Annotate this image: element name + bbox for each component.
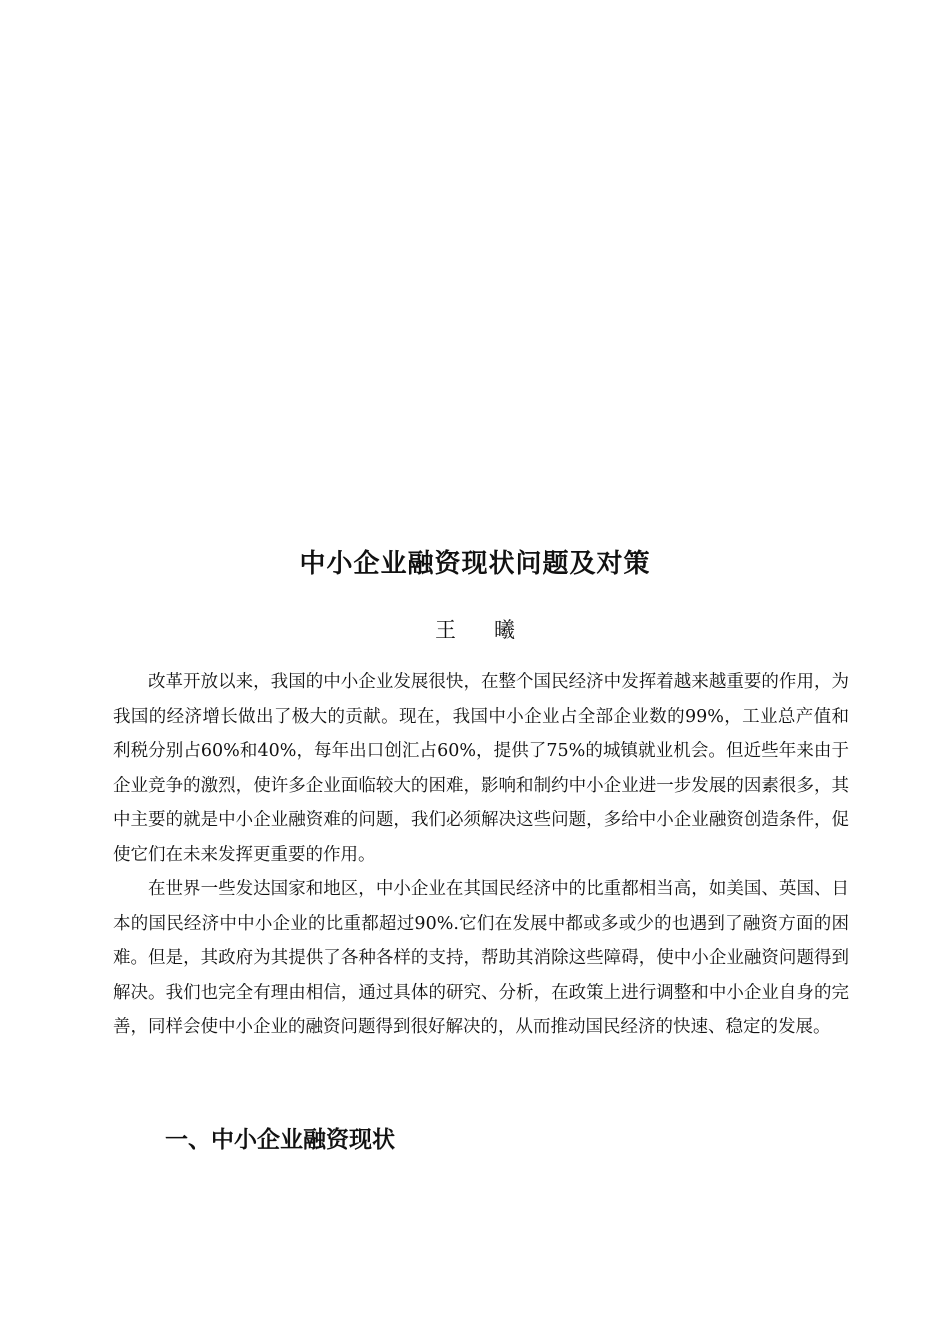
document-title: 中小企业融资现状问题及对策 xyxy=(299,549,651,579)
paragraph-2: 在世界一些发达国家和地区，中小企业在其国民经济中的比重都相当高，如美国、英国、日本的国民经济中中小企业的比重都超过90%.它们在发展中都或多或少的也遇到了融资方面的困难。但是，其政府为其提供了各种各样的支持，帮助其消除这些障碍，使中小企业融资问题得到解决。我们也完全有理由相信，通过具体的研究、分析，在政策上进行调整和中小企业自身的完善，同样会使中小企业的融资问题得到很好解决的，从而推动国民经济的快速、稳定的发展。 xyxy=(113,879,849,1037)
author-given-name: 曦 xyxy=(494,618,515,642)
body-text xyxy=(113,665,849,1045)
author-family-name: 王 xyxy=(435,618,456,642)
author-name xyxy=(0,614,950,646)
paragraph-1: 改革开放以来，我国的中小企业发展很快，在整个国民经济中发挥着越来越重要的作用，为我国的经济增长做出了极大的贡献。现在，我国中小企业占全部企业数的99%，工业总产值和利税分别占60%和40%，每年出口创汇占60%，提供了75%的城镇就业机会。但近些年来由于企业竞争的激烈，使许多企业面临较大的困难，影响和制约中小企业进一步发展的因素很多，其中主要的就是中小企业融资难的问题，我们必须解决这些问题，多给中小企业融资创造条件，促使它们在未来发挥更重要的作用。 xyxy=(113,672,849,865)
section-heading: 一、中小企业融资现状 xyxy=(165,1127,395,1153)
